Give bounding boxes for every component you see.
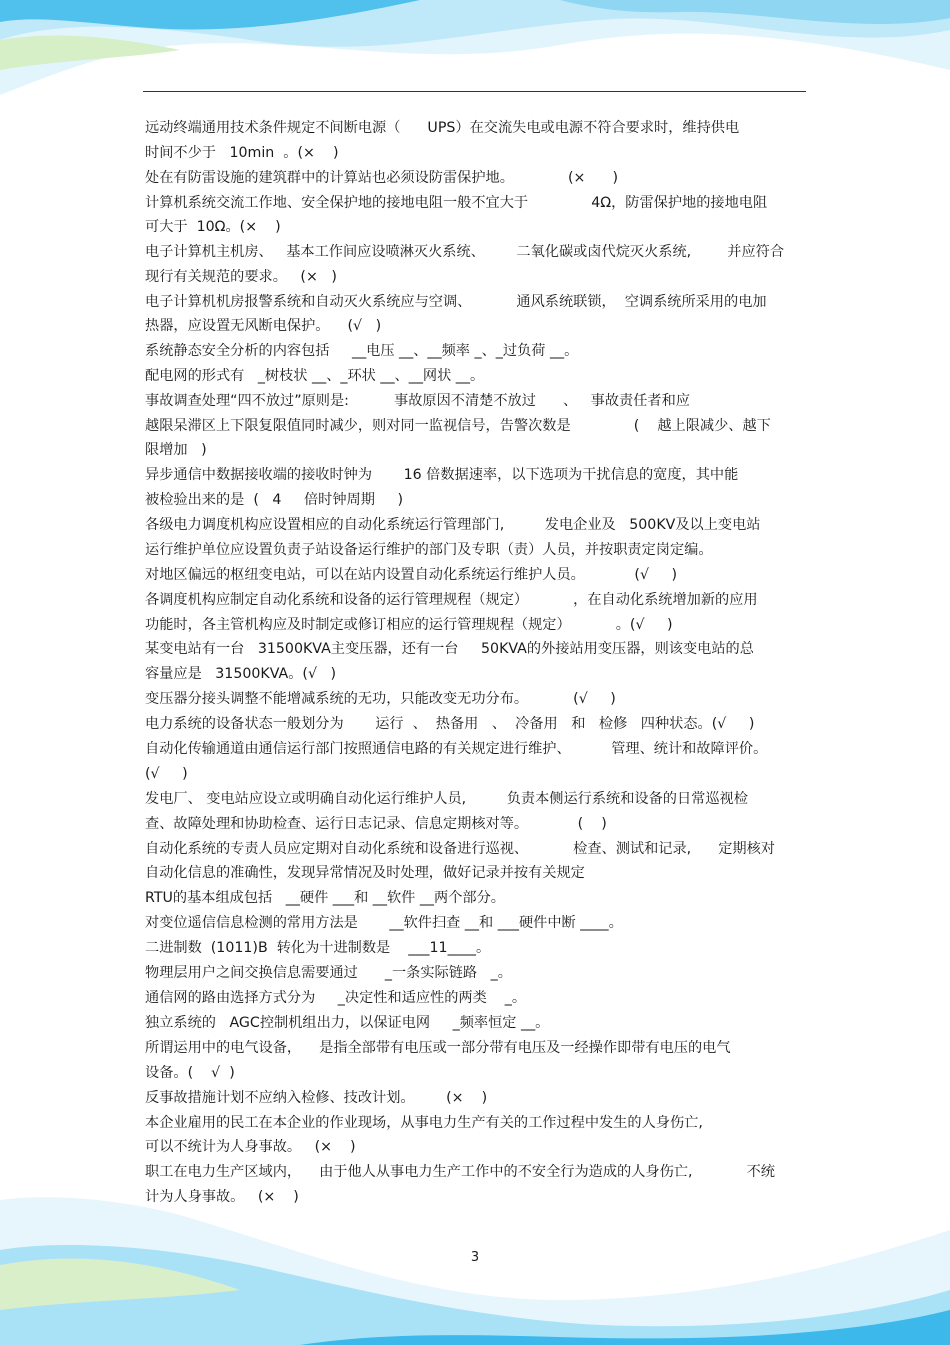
text-line: 本企业雇用的民工在本企业的作业现场，从事电力生产有关的工作过程中发生的人身伤亡, [145,1115,703,1131]
text-line: 配电网的形式有 _树枝状 __、_环状 __、__网状 __。 [145,368,485,384]
text-line: 电子计算机主机房、 基本工作间应设喷淋灭火系统、 二氧化碳或卤代烷灭火系统, 并应符合 [145,244,785,260]
header-rule [143,91,806,92]
text-line: RTU的基本组成包括 __硬件 ___和 __软件 __两个部分。 [145,890,505,906]
text-line: 所谓运用中的电气设备， 是指全部带有电压或一部分带有电压及一经操作即带有电压的电气 [145,1040,731,1056]
text-line: 热器，应设置无风断电保护。 (√ ) [145,318,382,334]
text-line: 物理层用户之间交换信息需要通过 _一条实际链路 _。 [145,965,512,981]
text-line: 计算机系统交流工作地、安全保护地的接地电阻一般不宜大于 4Ω，防雷保护地的接地电阻 [145,195,768,211]
text-line: 现行有关规范的要求。 (× ) [145,269,337,285]
text-line: 自动化传输通道由通信运行部门按照通信电路的有关规定进行维护、 管理、统计和故障评价。 [145,741,768,757]
text-line: 变压器分接头调整不能增减系统的无功，只能改变无功分布。 (√ ) [145,691,616,707]
text-line: (√ ) [145,766,188,782]
text-line: 被检验出来的是 ( 4 倍时钟周期 ) [145,492,403,508]
text-line: 职工在电力生产区域内， 由于他人从事电力生产工作中的不安全行为造成的人身伤亡, 不统 [145,1164,775,1180]
text-line: 容量应是 31500KVA。(√ ) [145,666,337,682]
text-line: 设备。( √ ) [145,1065,235,1081]
text-line: 可以不统计为人身事故。 (× ) [145,1139,356,1155]
text-line: 可大于 10Ω。(× ) [145,219,281,235]
text-line: 发电厂、 变电站应设立或明确自动化运行维护人员, 负责本侧运行系统和设备的日常巡视检 [145,791,748,807]
text-line: 异步通信中数据接收端的接收时钟为 16 倍数据速率，以下选项为干扰信息的宽度，其中能 [145,467,739,483]
text-line: 各调度机构应制定自动化系统和设备的运行管理规程（规定） ，在自动化系统增加新的应用 [145,592,758,608]
text-line: 事故调查处理“四不放过”原则是: 事故原因不清楚不放过 、 事故责任者和应 [145,393,690,409]
text-line: 远动终端通用技术条件规定不间断电源（ UPS）在交流失电或电源不符合要求时，维持供电 [145,120,740,136]
text-line: 某变电站有一台 31500KVA主变压器，还有一台 50KVA的外接站用变压器，则该变电站的总 [145,641,754,657]
text-line: 系统静态安全分析的内容包括 __电压 __、__频率 _、_过负荷 __。 [145,343,579,359]
text-line: 各级电力调度机构应设置相应的自动化系统运行管理部门, 发电企业及 500KV及以上变电站 [145,517,761,533]
text-line: 独立系统的 AGC控制机组出力，以保证电网 _频率恒定 __。 [145,1015,550,1031]
text-line: 功能时，各主管机构应及时制定或修订相应的运行管理规程（规定） 。(√ ) [145,617,673,633]
text-line: 电子计算机机房报警系统和自动灭火系统应与空调、 通风系统联锁， 空调系统所采用的电加 [145,294,767,310]
text-line: 查、故障处理和协助检查、运行日志记录、信息定期核对等。 ( ) [145,816,607,832]
text-line: 自动化系统的专责人员应定期对自动化系统和设备进行巡视、 检查、测试和记录, 定期核对 [145,841,775,857]
text-line: 计为人身事故。 (× ) [145,1189,299,1205]
text-line: 运行维护单位应设置负责子站设备运行维护的部门及专职（责）人员，并按职责定岗定编。 [145,542,713,558]
text-line: 二进制数 (1011)B 转化为十进制数是 ___11____。 [145,940,491,956]
text-line: 对地区偏远的枢纽变电站，可以在站内设置自动化系统运行维护人员。 (√ ) [145,567,678,583]
text-line: 时间不少于 10min 。(× ) [145,145,339,161]
text-line: 限增加 ) [145,442,207,458]
text-line: 越限呆滞区上下限复限值同时减少，则对同一监视信号，告警次数是 ( 越上限减少、越下 [145,418,771,434]
text-line: 电力系统的设备状态一般划分为 运行 、 热备用 、 冷备用 和 检修 四种状态。(√ ) [145,716,755,732]
page-number: 3 [470,1250,480,1265]
text-line: 通信网的路由选择方式分为 _决定性和适应性的两类 _。 [145,990,527,1006]
text-line: 处在有防雷设施的建筑群中的计算站也必须设防雷保护地。 (× ) [145,170,619,186]
text-line: 对变位遥信信息检测的常用方法是 __软件扫查 __和 ___硬件中断 ____。 [145,915,623,931]
text-line: 反事故措施计划不应纳入检修、技改计划。 (× ) [145,1090,488,1106]
text-line: 自动化信息的准确性，发现异常情况及时处理，做好记录并按有关规定 [145,865,585,881]
